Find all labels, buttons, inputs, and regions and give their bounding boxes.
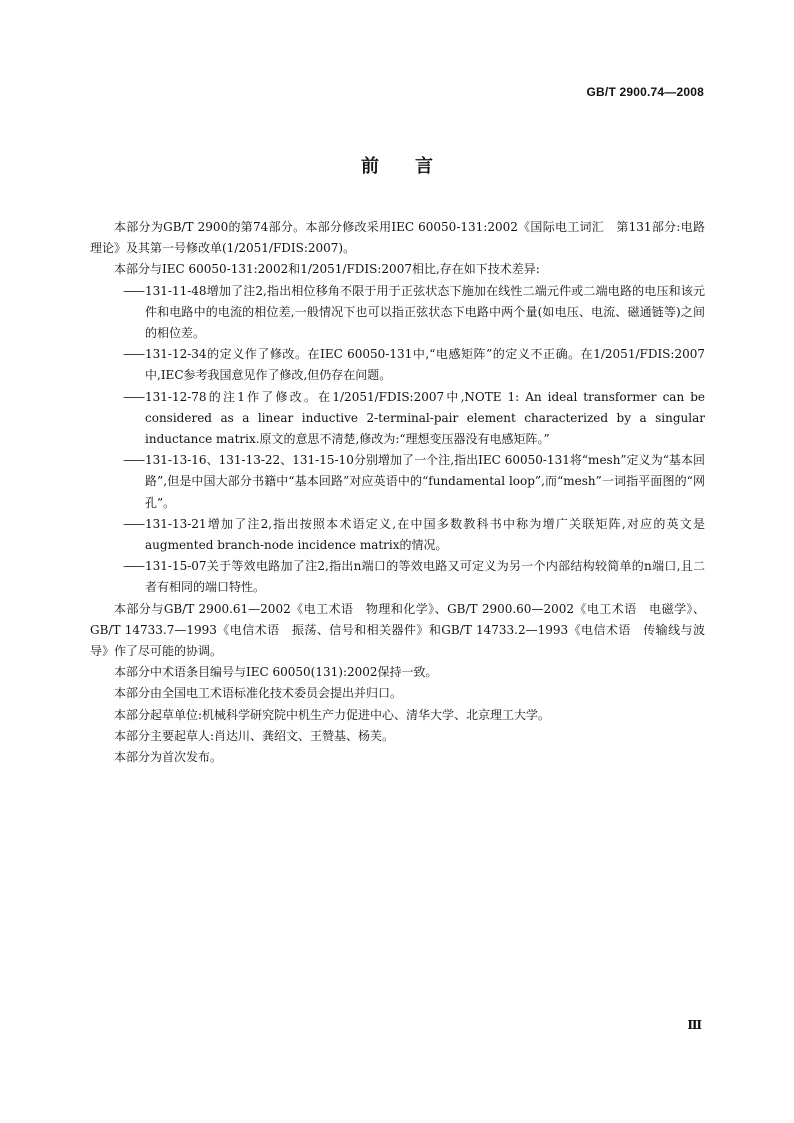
dash-marker: —— [123,453,143,468]
differences-intro: 本部分与IEC 60050-131:2002和1/2051/FDIS:2007相比,存在如下技术差异: [114,262,540,277]
difference-text: 131-13-16、131-13-22、131-15-10分别增加了一个注,指出IEC 60050-131将“mesh”定义为“基本回路”,但是中国大部分书籍中“基本回路”对应英语中的“fundamental loop”,而“mesh”一词指平面图的“网孔”。 [145,453,705,510]
dash-marker: —— [123,283,143,298]
foreword-body [90,217,705,768]
drafting-units-paragraph: 本部分起草单位:机械科学研究院中机生产力促进中心、清华大学、北京理工大学。 [114,707,551,722]
difference-item [90,344,705,386]
difference-item [90,450,705,514]
difference-item [90,281,705,345]
dash-marker: —— [123,516,143,531]
page-number: Ⅲ [687,1018,702,1032]
difference-item [90,556,705,598]
difference-text: 131-12-78的注1作了修改。在1/2051/FDIS:2007中,NOTE 1: An ideal transformer can be considered as a linear inductive 2-terminal-pair element characterized by a singular inductance matrix.原文的意思不清楚,修改为:“理想变压器没有电感矩阵。” [145,389,705,447]
drafters-paragraph: 本部分主要起草人:肖达川、龚绍文、王赞基、杨芙。 [114,728,395,743]
difference-text: 131-13-21增加了注2,指出按照本术语定义,在中国多数教科书中称为增广关联矩阵,对应的英文是augmented branch-node incidence matrix的情况。 [145,516,705,553]
numbering-paragraph: 本部分中术语条目编号与IEC 60050(131):2002保持一致。 [114,665,438,680]
proposer-paragraph: 本部分由全国电工术语标准化技术委员会提出并归口。 [114,686,403,701]
dash-marker: —— [123,347,143,362]
difference-text: 131-11-48增加了注2,指出相位移角不限于用于正弦状态下施加在线性二端元件或二端电路的电压和该元件和电路中的电流的相位差,一般情况下也可以指正弦状态下电路中两个量(如电压、电流、磁通链等)之间的相位差。 [145,283,705,341]
difference-item [90,387,705,451]
first-release-paragraph: 本部分为首次发布。 [114,750,223,765]
intro-paragraph: 本部分为GB/T 2900的第74部分。本部分修改采用IEC 60050-131:2002《国际电工词汇 第131部分:电路理论》及其第一号修改单(1/2051/FDIS:2007)。 [90,220,705,256]
dash-marker: —— [123,389,143,404]
difference-item [90,514,705,556]
difference-text: 131-15-07关于等效电路加了注2,指出n端口的等效电路又可定义为另一个内部结构较简单的n端口,且二者有相同的端口特性。 [145,559,705,595]
coordination-paragraph: 本部分与GB/T 2900.61—2002《电工术语 物理和化学》、GB/T 2900.60—2002《电工术语 电磁学》、GB/T 14733.7—1993《电信术语 振荡、信号和相关器件》和GB/T 14733.2—1993《电信术语 传输线与波导》作了尽可能的协调。 [90,601,705,659]
difference-text: 131-12-34的定义作了修改。在IEC 60050-131中,“电感矩阵”的定义不正确。在1/2051/FDIS:2007中,IEC参考我国意见作了修改,但仍存在问题。 [145,347,705,383]
page-title: 前言 [361,156,469,177]
standard-number: GB/T 2900.74—2008 [586,85,704,99]
dash-marker: —— [123,559,143,574]
